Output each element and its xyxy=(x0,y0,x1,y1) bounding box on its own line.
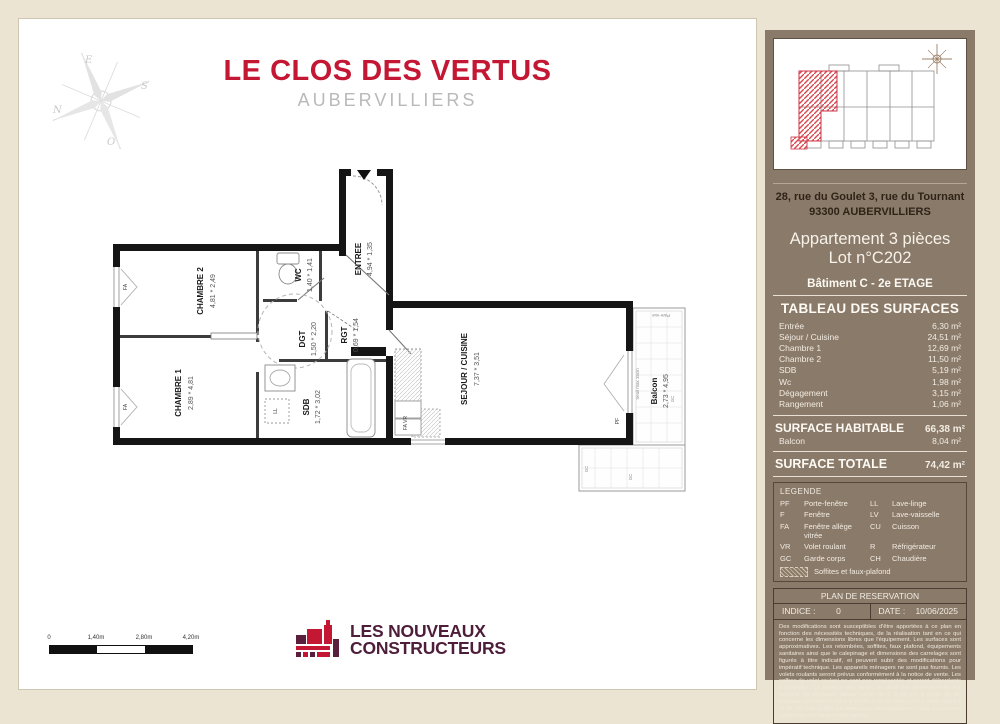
room-label-chambre1: CHAMBRE 1 xyxy=(174,369,183,417)
disclaimer-text: Des modifications sont susceptibles d'être apportées à ce plan en fonction des nécessités techniques, de la réalisation tant en ce qui concerne les dimensions libres que l'équipement. Les surfaces sont approximatives. Les retombées, soffites, faux plafond, équipements sanitaires ainsi que le calepinage et dimensions des carrelages sont figurés à titre indicatif, et peuvent subir des modifications pour impératif technique. Les appareils ménagers ne sont pas fournis. Les volets roulants seront prévus conformément à la notice de vente. Les coffres de volet roulant ne sont pas représentés et seront débordants à l'intérieur. La hauteur des seuils au droit des porte-fenêtres sur balcons ou terrasses pourra varier de 5 à 35 cm à partir du sol intérieur. La hauteur entre le jardin et la terrasse pourra varier entre 0 et 60 cm. Les jardins ne seront pas nécessairement plats et pourront comporter des talus et des pentes. xyxy=(773,620,967,724)
page-title: LE CLOS DES VERTUS xyxy=(223,55,552,87)
soffites-hatch-icon xyxy=(780,567,808,577)
divider xyxy=(773,183,967,184)
compass-n: N xyxy=(53,105,62,116)
divider xyxy=(773,451,967,452)
fixtures xyxy=(265,253,421,437)
interior-walls xyxy=(120,251,386,438)
table-row: Séjour / Cuisine 24,51 m² xyxy=(779,332,961,343)
legend-title: LEGENDE xyxy=(780,486,822,496)
table-row: Wc 1,98 m² xyxy=(779,376,961,387)
scale-label-2: 2,80m xyxy=(135,635,153,641)
room-dims-dgt: 1,50 * 2,20 xyxy=(311,322,318,356)
gc-label-3: GC xyxy=(670,395,675,403)
surfaces-table xyxy=(773,321,967,409)
window-pf xyxy=(604,351,634,413)
seuil-label: Seuil max 15cm xyxy=(635,368,640,400)
apartment-type: Appartement 3 pièces xyxy=(789,229,951,248)
divider xyxy=(773,415,967,416)
pare-vue-label: Pare-vue xyxy=(652,313,670,318)
room-label-rgt: RGT xyxy=(340,326,349,344)
logo-line2: CONSTRUCTEURS xyxy=(350,638,506,658)
title-block xyxy=(19,55,756,111)
room-label-chambre2: CHAMBRE 2 xyxy=(196,267,205,315)
room-dims-entree: 4,94 * 1,35 xyxy=(367,242,374,276)
surfaces-title: TABLEAU DES SURFACES xyxy=(780,301,960,317)
door-swing-circle xyxy=(258,294,332,368)
scale-bar xyxy=(41,635,221,665)
keyplan xyxy=(773,38,967,170)
sidebar xyxy=(765,30,975,719)
divider xyxy=(773,476,967,477)
room-dims-sejour: 7,37 * 3,51 xyxy=(474,352,481,386)
room-label-dgt: DGT xyxy=(298,330,307,348)
legend: LEGENDE PF Porte-fenêtre LL Lave-linge F Fenêtre LV Lave-vaisselle FA Fenêtre allège vitrée CU Cuisson VR Volet roulant R Réfrigérateur GC Garde corps CH Chaudière Soffites et faux-plafond xyxy=(773,482,967,582)
reservation-title: PLAN DE RESERVATION xyxy=(773,588,967,604)
entry-door-arc xyxy=(353,176,382,205)
indice-date-row xyxy=(773,604,967,620)
room-label-wc: WC xyxy=(294,268,303,282)
ll-label: LL xyxy=(273,408,279,414)
gc-label-1: GC xyxy=(584,465,589,473)
table-row: SDB 5,19 m² xyxy=(779,365,961,376)
scale-label-0: 0 xyxy=(47,635,51,641)
keyplan-apartment-highlight xyxy=(799,71,837,141)
address: 28, rue du Goulet 3, rue du Tournant 93300 AUBERVILLIERS xyxy=(775,191,965,218)
room-label-balcon: Balcon xyxy=(650,377,659,405)
logo-line1: LES NOUVEAUX xyxy=(350,621,486,642)
room-label-sejour: SEJOUR / CUISINE xyxy=(460,332,469,406)
fa-label-1: FA xyxy=(123,283,129,291)
date-label: DATE : xyxy=(878,606,906,617)
building-floor: Bâtiment C - 2e ETAGE xyxy=(807,278,933,291)
surface-habitable-row: SURFACE HABITABLE 66,38 m² xyxy=(775,420,965,435)
developer-logo xyxy=(294,619,506,661)
logo-building-icon xyxy=(294,619,342,661)
fa-vr-label: FA VR xyxy=(403,415,409,431)
balcon-row: Balcon 8,04 m² xyxy=(779,435,961,446)
room-dims-sdb: 1,72 * 3,02 xyxy=(315,390,322,424)
compass-o: O xyxy=(107,137,116,148)
indice-label: INDICE : xyxy=(782,606,816,617)
table-row: Chambre 2 11,50 m² xyxy=(779,354,961,365)
plan-sheet xyxy=(18,18,757,690)
table-row: Chambre 1 12,69 m² xyxy=(779,343,961,354)
logo-text xyxy=(350,623,506,656)
room-dims-chambre2: 4,81 * 2,49 xyxy=(210,274,217,308)
divider xyxy=(773,295,967,296)
keyplan-compass xyxy=(922,44,952,74)
room-label-entree: ENTREE xyxy=(354,242,363,276)
compass-s: S xyxy=(141,81,148,92)
table-row: Dégagement 3,15 m² xyxy=(779,387,961,398)
gc-label-2: GC xyxy=(628,473,633,481)
fa-label-2: FA xyxy=(123,403,129,411)
surface-totale-row: SURFACE TOTALE 74,42 m² xyxy=(775,456,965,471)
table-row: Entrée 6,30 m² xyxy=(779,321,961,332)
scale-label-3: 4,20m xyxy=(182,635,200,641)
room-label-sdb: SDB xyxy=(302,398,311,416)
floorplan-drawing xyxy=(99,159,719,519)
soffites-label: Soffites et faux-plafond xyxy=(814,567,891,577)
room-dims-chambre1: 2,89 * 4,81 xyxy=(188,376,195,410)
table-row: Rangement 1,06 m² xyxy=(779,398,961,409)
pf-label: PF xyxy=(615,417,621,425)
room-dims-wc: 1,40 * 1,41 xyxy=(307,258,314,292)
compass-e: E xyxy=(85,55,93,66)
lot-number: Lot n°C202 xyxy=(828,249,912,268)
room-dims-rgt: 0,69 * 1,54 xyxy=(353,318,360,352)
date-value: 10/06/2025 xyxy=(915,606,958,617)
entry-door-marker xyxy=(357,170,371,180)
page-subtitle: AUBERVILLIERS xyxy=(297,90,478,110)
room-dims-balcon: 2,73 * 4,95 xyxy=(663,374,670,408)
indice-value: 0 xyxy=(836,606,841,617)
scale-label-1: 1,40m xyxy=(87,635,105,641)
scale-track xyxy=(49,645,193,654)
